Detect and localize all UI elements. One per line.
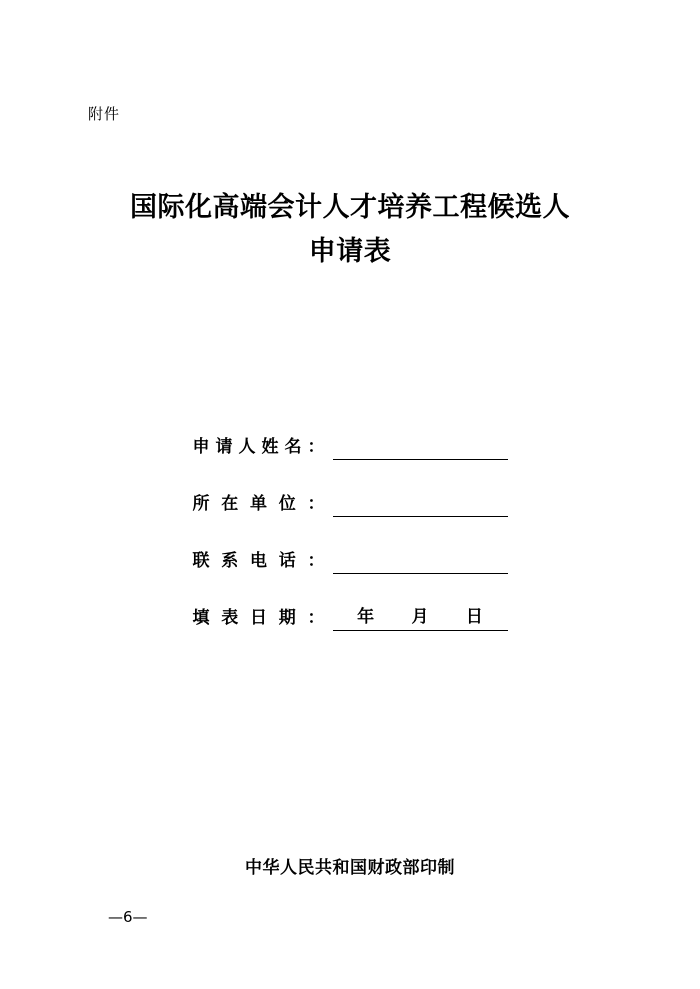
label-date: 填表日期： [192,608,325,628]
footer-issuing-organization: 中华人民共和国财政部印制 [245,858,455,878]
date-day-mark: 日 [465,607,483,627]
field-row-phone [0,544,700,574]
form-fields [0,430,700,658]
label-organization: 所在单位： [192,494,325,514]
label-phone: 联系电话： [192,551,325,571]
field-row-applicant-name [0,430,700,460]
input-organization[interactable] [333,491,508,517]
label-applicant-name: 申请人姓名： [192,437,325,457]
input-phone[interactable] [333,548,508,574]
input-applicant-name[interactable] [333,434,508,460]
page-title [0,186,700,274]
date-month-mark: 月 [411,607,429,627]
date-year-mark: 年 [357,607,375,627]
page-number: —6— [108,908,148,926]
date-unit-marks [333,606,508,628]
page-title-line-1: 国际化高端会计人才培养工程候选人 [130,192,570,223]
input-date[interactable] [333,605,508,631]
field-row-date [0,601,700,631]
attachment-label: 附件 [88,105,121,123]
page-title-line-2: 申请表 [308,236,392,267]
field-row-organization [0,487,700,517]
